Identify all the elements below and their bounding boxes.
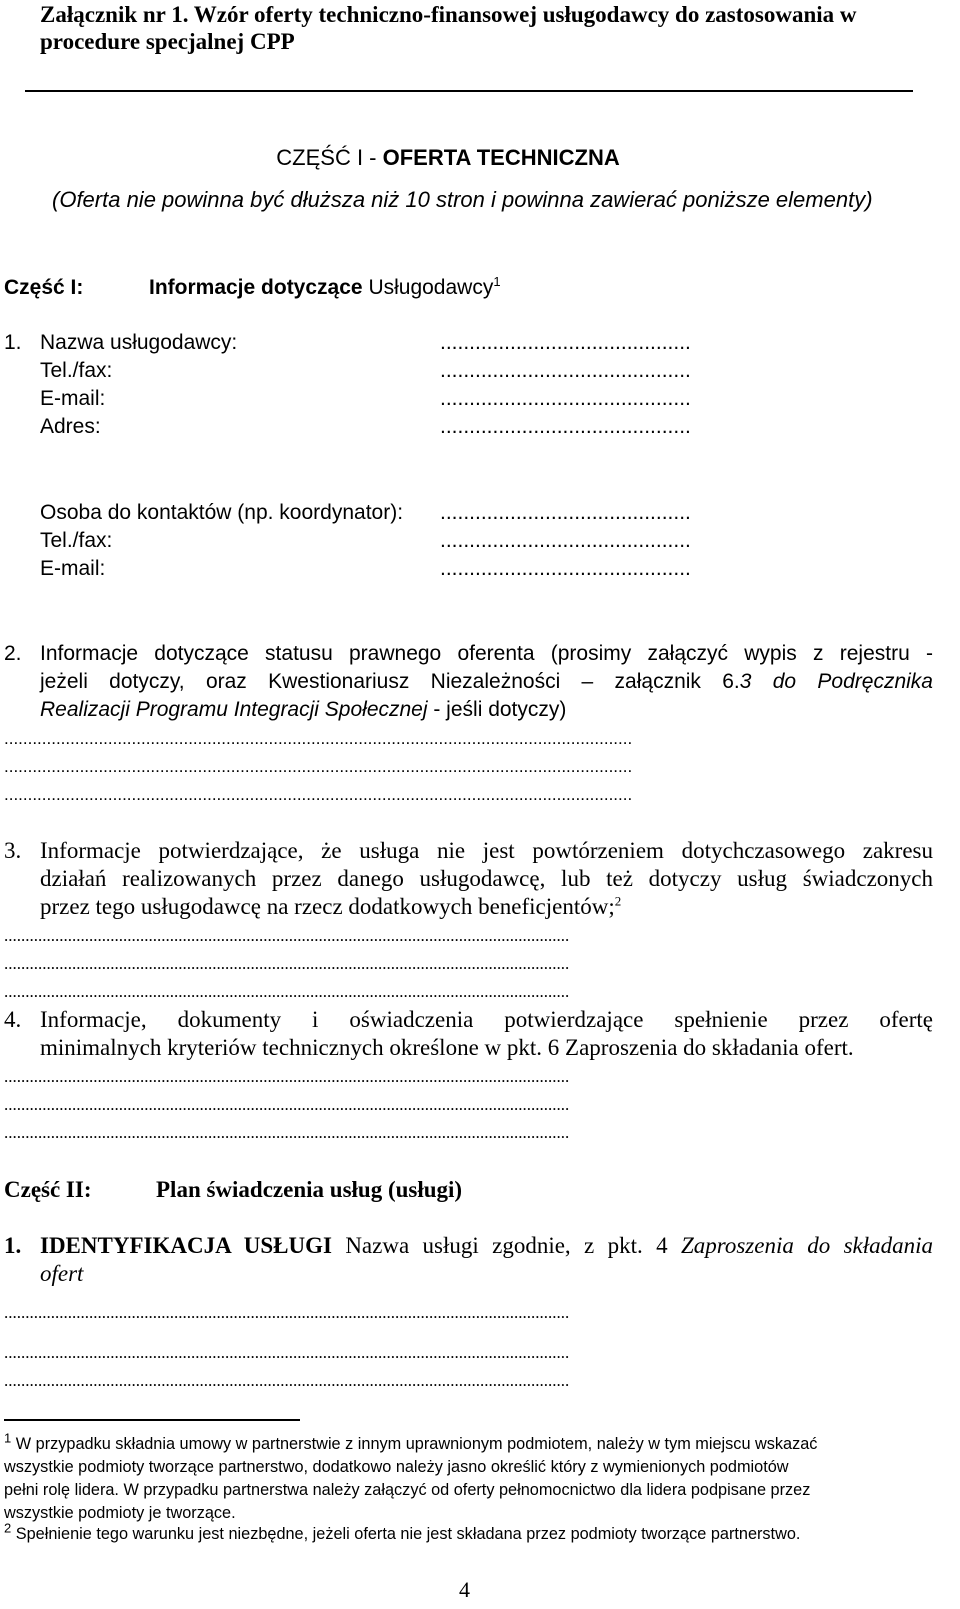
section-2-dotline-2: ..................................................................................................................................... [4, 1343, 570, 1362]
part-title-note: (Oferta nie powinna być dłuższa niż 10 stron i powinna zawierać poniższe elementy) [52, 187, 873, 212]
field-value-address: ........................................... [440, 415, 691, 438]
item-3-line-2: działań realizowanych przez danego usługodawcę, lub też dotyczy usług świadczonych [40, 866, 933, 891]
item-3-dotline-2: ..................................................................................................................................... [4, 954, 570, 973]
section-1-title [149, 276, 501, 300]
item-4-dotline-1: ..................................................................................................................................... [4, 1067, 570, 1086]
item-4-number: 4. [4, 1007, 22, 1032]
footnote-1-line-3: pełni rolę lidera. W przypadku partnerstwa należy załączyć od oferty pełnomocnictwo dla lidera podpisane przez [4, 1481, 811, 1499]
item-2-dotline-3: ..................................................................................................................................... [4, 785, 633, 804]
field-label-contact-person: Osoba do kontaktów (np. koordynator): [40, 501, 404, 524]
section-1-label: Część I: [4, 276, 84, 299]
item-2-line-1: Informacje dotyczące statusu prawnego oferenta (prosimy załączyć wypis z rejestru - [40, 642, 933, 665]
item-3-line-3-text: przez tego usługodawcę na rzecz dodatkowych beneficjentów; [40, 894, 615, 919]
field-value-contact-tel: ........................................... [440, 529, 691, 552]
item-4-line-1: Informacje, dokumenty i oświadczenia potwierdzające spełnienie przez ofertę [40, 1007, 933, 1032]
item-4-line-2: minimalnych kryteriów technicznych określone w pkt. 6 Zaproszenia do składania ofert. [40, 1035, 854, 1060]
footnote-ref-1: 1 [493, 274, 501, 289]
field-label-email: E-mail: [40, 387, 106, 410]
field-value-name: ........................................... [440, 331, 691, 354]
section-1-title-bold: Informacje dotyczące [149, 276, 363, 299]
footnote-2-text: Spełnienie tego warunku jest niezbędne, jeżeli oferta nie jest składana przez podmioty tworzące partnerstwo. [15, 1525, 801, 1543]
item-2-line-3 [40, 698, 566, 722]
footnote-2-line-1 [4, 1520, 801, 1545]
item-2-line-2 [40, 670, 933, 694]
part-title-bold: OFERTA TECHNICZNA [382, 145, 620, 170]
field-label-contact-tel: Tel./fax: [40, 529, 113, 552]
footnote-1-line-2: wszystkie podmioty tworzące partnerstwo, dodatkowo należy jasno określić który z wymienionych podmiotów [4, 1458, 789, 1476]
footnote-rule [4, 1419, 300, 1421]
item-4-dotline-3: ..................................................................................................................................... [4, 1123, 570, 1142]
field-label-contact-email: E-mail: [40, 557, 106, 580]
item-4-dotline-2: ..................................................................................................................................... [4, 1095, 570, 1114]
field-value-contact-person: ........................................... [440, 501, 691, 524]
item-3-dotline-3: ..................................................................................................................................... [4, 982, 570, 1001]
section-2-item-line-1 [40, 1233, 933, 1259]
field-label-name: Nazwa usługodawcy: [40, 331, 238, 354]
header-rule [25, 90, 913, 92]
item-3-line-1: Informacje potwierdzające, że usługa nie jest powtórzeniem dotychczasowego zakresu [40, 838, 933, 863]
footnote-ref-2: 2 [614, 893, 622, 909]
item-1-number: 1. [4, 331, 22, 354]
field-label-address: Adres: [40, 415, 101, 438]
footnote-1-line-1 [4, 1430, 818, 1455]
footnote-1-number: 1 [4, 1430, 12, 1446]
footnote-2-number: 2 [4, 1520, 12, 1536]
part-title [0, 145, 928, 171]
section-2-item-rest: Nazwa usługi zgodnie, z pkt. 4 [331, 1233, 681, 1258]
section-1-title-rest: Usługodawcy [368, 276, 494, 299]
item-2-line-3-italic: Realizacji Programu Integracji Społecznej [40, 698, 428, 721]
field-value-email: ........................................... [440, 387, 691, 410]
footnote-1-text-1: W przypadku składnia umowy w partnerstwie z innym uprawnionym podmiotem, należy w tym miejscu wskazać [15, 1435, 818, 1453]
item-2-line-2-text: jeżeli dotyczy, oraz Kwestionariusz Niezależności – załącznik 6. [40, 670, 740, 693]
footnote-1-line-4: wszystkie podmioty je tworzące. [4, 1504, 236, 1522]
item-3-dotline-1: ..................................................................................................................................... [4, 926, 570, 945]
item-3-number: 3. [4, 838, 22, 863]
document-header-line-1: Załącznik nr 1. Wzór oferty techniczno-finansowej usługodawcy do zastosowania w [40, 2, 857, 27]
item-2-number: 2. [4, 642, 22, 665]
part-title-prefix: CZĘŚĆ I - [276, 145, 383, 170]
field-label-tel: Tel./fax: [40, 359, 113, 382]
section-2-item-line-2: ofert [40, 1261, 84, 1286]
field-value-tel: ........................................... [440, 359, 691, 382]
section-2-item-bold: IDENTYFIKACJA USŁUGI [40, 1233, 332, 1258]
section-2-title: Plan świadczenia usług (usługi) [156, 1177, 463, 1202]
item-2-dotline-1: ..................................................................................................................................... [4, 729, 633, 748]
section-2-dotline-1: ..................................................................................................................................... [4, 1303, 570, 1322]
item-2-dotline-2: ..................................................................................................................................... [4, 757, 633, 776]
item-3-line-3 [40, 894, 621, 920]
document-header-line-2: procedure specjalnej CPP [40, 29, 295, 54]
item-2-line-3-rest: - jeśli dotyczy) [427, 698, 567, 721]
section-2-label: Część II: [4, 1177, 92, 1202]
section-2-dotline-3: ..................................................................................................................................... [4, 1371, 570, 1390]
item-2-line-2-italic: 3 do Podręcznika [739, 670, 933, 693]
section-2-item-italic: Zaproszenia do składania [680, 1233, 934, 1258]
section-2-item-number: 1. [4, 1233, 22, 1258]
field-value-contact-email: ........................................... [440, 557, 691, 580]
page-number: 4 [459, 1577, 470, 1602]
